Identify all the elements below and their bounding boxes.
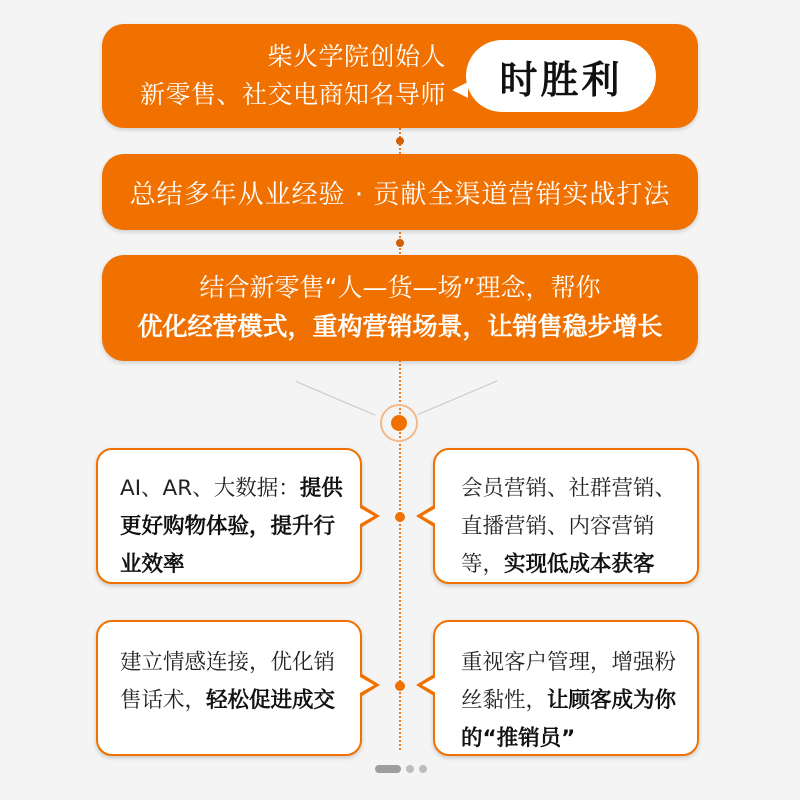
concept-line-2: 优化经营模式，重构营销场景，让销售稳步增长 bbox=[137, 312, 663, 341]
axis-dot bbox=[395, 512, 405, 522]
pointer-right-inner bbox=[360, 508, 374, 524]
pointer-left-inner bbox=[422, 508, 436, 524]
hub-dot-icon bbox=[391, 415, 407, 431]
callout-tech-bold: 提供 bbox=[299, 476, 343, 501]
page-indicator[interactable] bbox=[406, 765, 414, 773]
author-name-bubble bbox=[466, 40, 656, 112]
author-title-2: 新零售、社交电商知名导师 bbox=[139, 80, 446, 109]
callout-tech-text bbox=[120, 470, 346, 584]
callout-emotion bbox=[96, 620, 362, 756]
callout-emotion-bold: 轻松促进成交 bbox=[206, 688, 336, 713]
author-banner bbox=[102, 24, 698, 128]
callout-marketing-plain: 等， bbox=[461, 552, 505, 577]
callout-tech-bold: 更好购物体验，提升行 bbox=[120, 514, 336, 539]
author-name: 时胜利 bbox=[499, 57, 623, 102]
experience-banner bbox=[102, 154, 698, 230]
callout-marketing bbox=[433, 448, 699, 584]
concept-line-1: 结合新零售“人—货—场”理念，帮你 bbox=[199, 273, 601, 302]
hub-line-left bbox=[296, 381, 376, 416]
callout-marketing-bold: 实现低成本获客 bbox=[504, 552, 655, 577]
pointer-left-inner bbox=[422, 677, 436, 693]
callout-customer bbox=[433, 620, 699, 756]
pagination bbox=[375, 765, 427, 773]
axis-dot bbox=[395, 681, 405, 691]
connector-dot bbox=[396, 137, 404, 145]
callout-tech-bold: 业效率 bbox=[120, 552, 185, 577]
author-title-1: 柴火学院创始人 bbox=[267, 42, 446, 71]
callout-customer-text bbox=[461, 644, 683, 758]
concept-banner bbox=[102, 255, 698, 361]
hub-line-right bbox=[418, 380, 498, 415]
callout-marketing-line: 直播营销、内容营销 bbox=[461, 514, 655, 539]
experience-text: 总结多年从业经验 · 贡献全渠道营销实战打法 bbox=[129, 179, 671, 210]
connector-dot bbox=[396, 239, 404, 247]
callout-tech bbox=[96, 448, 362, 584]
callout-customer-plain: 丝黏性， bbox=[461, 688, 548, 713]
callout-customer-line: 重视客户管理，增强粉 bbox=[461, 650, 677, 675]
callout-tech-plain: AI、AR、大数据： bbox=[120, 476, 300, 501]
page-indicator[interactable] bbox=[419, 765, 427, 773]
callout-customer-bold: 的“推销员” bbox=[461, 726, 576, 751]
author-titles bbox=[140, 38, 446, 114]
pointer-right-inner bbox=[360, 677, 374, 693]
callout-emotion-plain: 售话术， bbox=[120, 688, 207, 713]
callout-marketing-line: 会员营销、社群营销、 bbox=[461, 476, 677, 501]
page-indicator-active[interactable] bbox=[375, 765, 401, 773]
callout-emotion-line: 建立情感连接，优化销 bbox=[120, 650, 336, 675]
callout-customer-bold: 让顾客成为你 bbox=[547, 688, 677, 713]
callout-marketing-text bbox=[461, 470, 683, 584]
callout-emotion-text bbox=[120, 644, 346, 720]
